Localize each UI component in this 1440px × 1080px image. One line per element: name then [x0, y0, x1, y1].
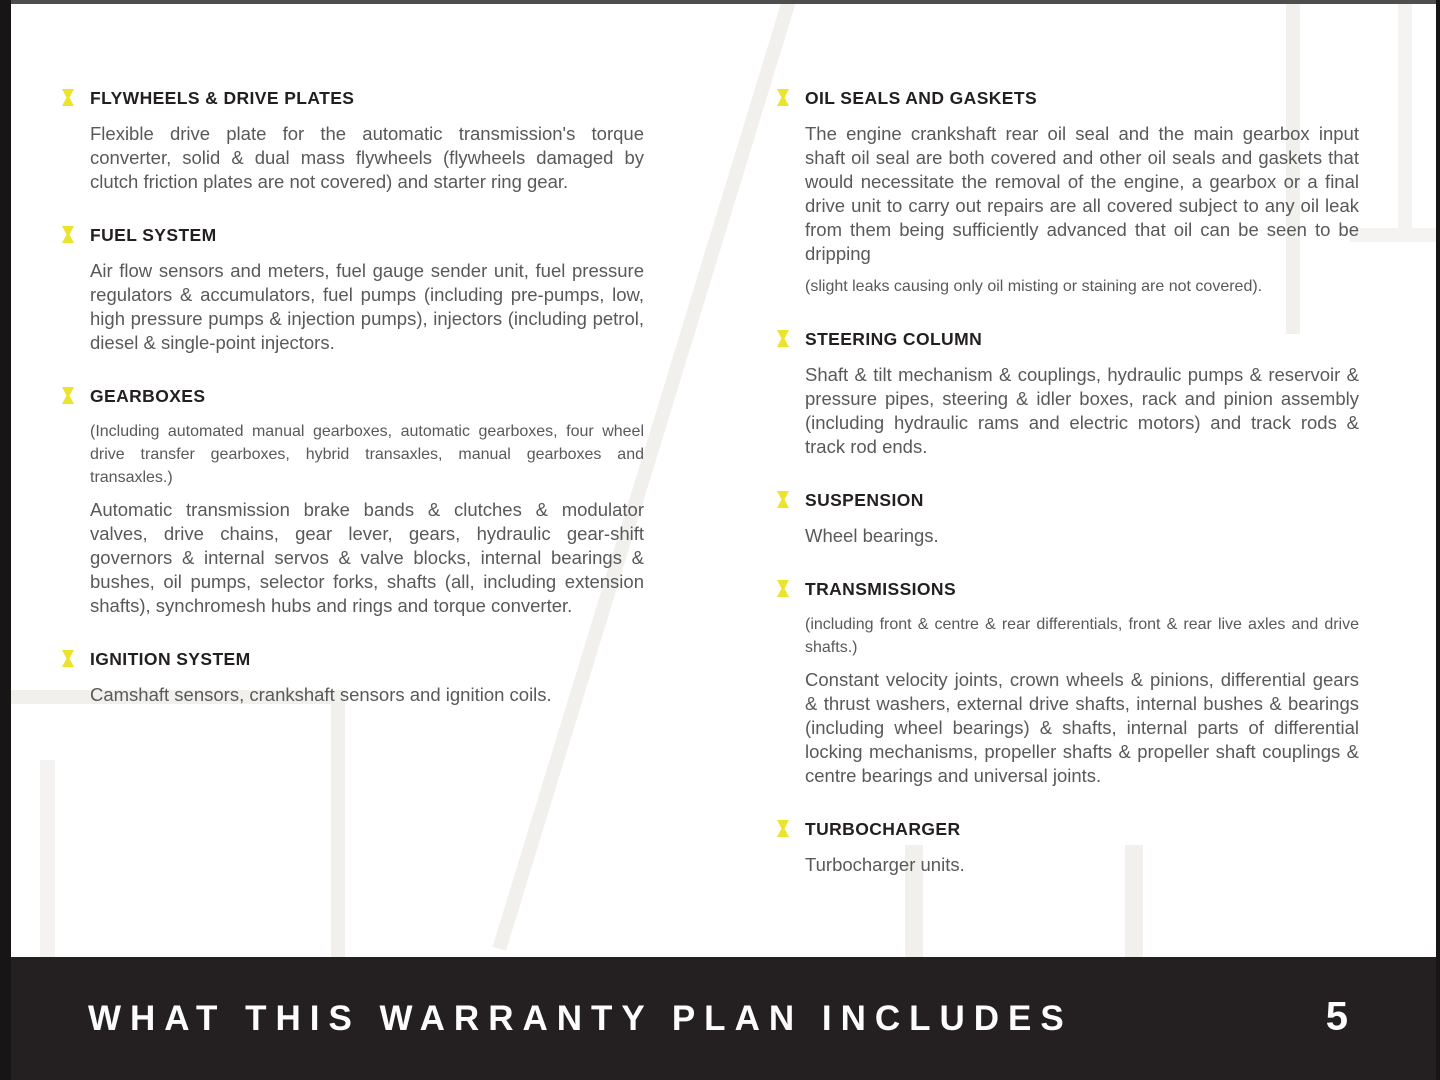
- section-paragraph: Wheel bearings.: [805, 525, 939, 546]
- footer-bar: [0, 957, 1440, 1080]
- section-turbocharger: [777, 819, 1359, 877]
- section-heading-row: [62, 225, 644, 246]
- left-edge-bar: [0, 0, 11, 1080]
- pawn-bullet-icon: [62, 387, 74, 404]
- section-steering-column: [777, 329, 1359, 459]
- section-paragraph: Turbocharger units.: [805, 854, 965, 875]
- watermark-left-vertical: [40, 760, 55, 957]
- section-title: FUEL SYSTEM: [90, 225, 217, 245]
- section-body: [805, 853, 1359, 877]
- section-transmissions: [777, 579, 1359, 788]
- section-heading-row: [777, 490, 1359, 511]
- section-heading-row: [62, 88, 644, 109]
- section-title: SUSPENSION: [805, 490, 924, 510]
- section-body: [805, 524, 1359, 548]
- section-ignition-system: [62, 649, 644, 707]
- left-column: [62, 88, 644, 738]
- section-title: FLYWHEELS & DRIVE PLATES: [90, 88, 355, 108]
- section-heading-row: [62, 386, 644, 407]
- section-suspension: [777, 490, 1359, 548]
- section-title: IGNITION SYSTEM: [90, 649, 251, 669]
- section-body: [805, 363, 1359, 459]
- pawn-bullet-icon: [62, 89, 74, 106]
- section-paragraph: Camshaft sensors, crankshaft sensors and ignition coils.: [90, 684, 552, 705]
- section-body: [90, 683, 644, 707]
- watermark-top-right-vertical-2: [1398, 4, 1412, 229]
- section-paragraph: Constant velocity joints, crown wheels & pinions, differential gears & thrust washers, external drive shafts, internal bushes & bearings (including wheel bearings) & shafts, internal parts of differential locking mechanisms, propeller shafts & propeller shaft couplings & centre bearings and universal joints.: [805, 669, 1359, 786]
- pawn-bullet-icon: [777, 580, 789, 597]
- section-paragraph: Shaft & tilt mechanism & couplings, hydraulic pumps & reservoir & pressure pipes, steering & idler boxes, rack and pinion assembly (including hydraulic rams and electric motors) and track rods & track rod ends.: [805, 364, 1359, 457]
- section-title: TURBOCHARGER: [805, 819, 961, 839]
- section-title: OIL SEALS AND GASKETS: [805, 88, 1038, 108]
- right-edge-bar: [1436, 0, 1440, 1080]
- section-paragraph: (including front & centre & rear differentials, front & rear live axles and drive shafts.): [805, 616, 1359, 656]
- section-paragraph: Air flow sensors and meters, fuel gauge sender unit, fuel pressure regulators & accumulators, fuel pumps (including pre-pumps, low, high pressure pumps & injection pumps), injectors (including petrol, diesel & single-point injectors.: [90, 260, 644, 353]
- section-gearboxes: [62, 386, 644, 618]
- section-body: [90, 420, 644, 618]
- section-title: GEARBOXES: [90, 386, 206, 406]
- section-flywheels-drive-plates: [62, 88, 644, 194]
- top-edge-line: [0, 0, 1440, 4]
- section-paragraph: (slight leaks causing only oil misting or staining are not covered).: [805, 278, 1263, 295]
- section-body: [90, 259, 644, 355]
- section-oil-seals-and-gaskets: [777, 88, 1359, 298]
- pawn-bullet-icon: [777, 330, 789, 347]
- section-heading-row: [777, 819, 1359, 840]
- right-column: [777, 88, 1359, 908]
- section-paragraph: Automatic transmission brake bands & clutches & modulator valves, drive chains, gear lever, gears, hydraulic gear-shift governors & internal servos & valve blocks, internal bearings & bushes, oil pumps, selector forks, shafts (all, including extension shafts), synchromesh hubs and rings and torque converter.: [90, 499, 644, 616]
- pawn-bullet-icon: [62, 650, 74, 667]
- pawn-bullet-icon: [777, 89, 789, 106]
- section-heading-row: [777, 329, 1359, 350]
- pawn-bullet-icon: [62, 226, 74, 243]
- pawn-bullet-icon: [777, 491, 789, 508]
- section-paragraph: Flexible drive plate for the automatic transmission's torque converter, solid & dual mass flywheels (flywheels damaged by clutch friction plates are not covered) and starter ring gear.: [90, 123, 644, 192]
- section-title: STEERING COLUMN: [805, 329, 983, 349]
- section-body: [805, 122, 1359, 298]
- section-heading-row: [777, 579, 1359, 600]
- section-body: [805, 613, 1359, 788]
- section-body: [90, 122, 644, 194]
- section-heading-row: [777, 88, 1359, 109]
- footer-title: WHAT THIS WARRANTY PLAN INCLUDES: [88, 998, 1073, 1038]
- pawn-bullet-icon: [777, 820, 789, 837]
- section-paragraph: (Including automated manual gearboxes, automatic gearboxes, four wheel drive transfer gearboxes, hybrid transaxles, manual gearboxes and transaxles.): [90, 423, 644, 486]
- section-title: TRANSMISSIONS: [805, 579, 957, 599]
- page-number: 5: [1325, 994, 1348, 1039]
- section-heading-row: [62, 649, 644, 670]
- section-fuel-system: [62, 225, 644, 355]
- section-paragraph: The engine crankshaft rear oil seal and the main gearbox input shaft oil seal are both covered and other oil seals and gaskets that would necessitate the removal of the engine, a gearbox or a final drive unit to carry out repairs are all covered subject to any oil leak from them being sufficiently advanced that oil can be seen to be dripping: [805, 123, 1359, 264]
- watermark-top-right-horizontal: [1350, 228, 1440, 242]
